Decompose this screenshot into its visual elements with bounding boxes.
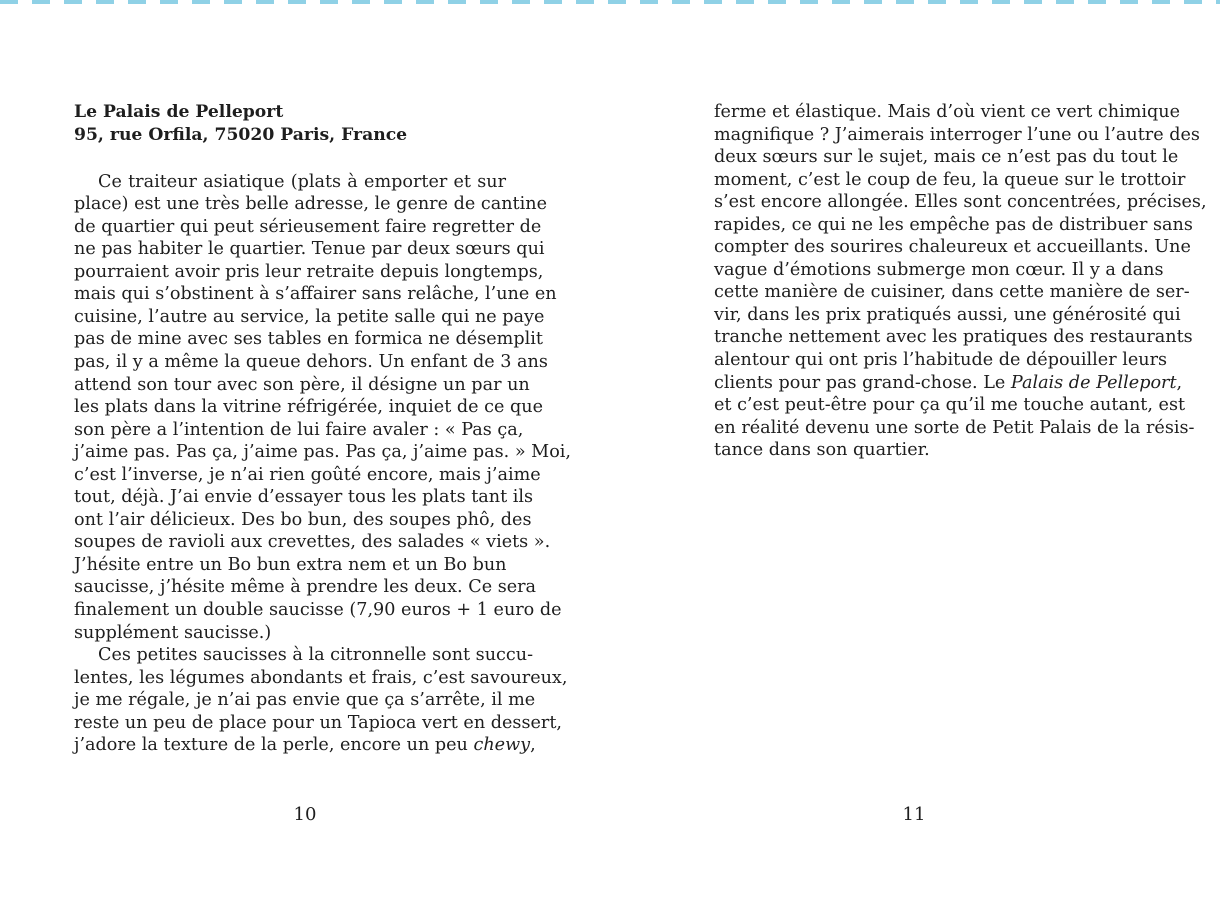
- text-line: pourraient avoir pris leur retraite depuis longtemps,: [74, 261, 544, 282]
- text-line: deux sœurs sur le sujet, mais ce n’est pas du tout le: [714, 147, 1179, 168]
- text-line: ont l’air délicieux. Des bo bun, des soupes phô, des: [74, 509, 532, 530]
- text-line: cette manière de cuisiner, dans cette manière de ser-: [714, 282, 1190, 303]
- text-line: J’hésite entre un Bo bun extra nem et un Bo bun: [74, 554, 507, 575]
- text-segment: clients pour pas grand-chose. Le: [714, 372, 1011, 393]
- text-line: saucisse, j’hésite même à prendre les deux. Ce sera: [74, 577, 537, 598]
- text-line: de quartier qui peut sérieusement faire regretter de: [74, 216, 542, 237]
- text-line: cuisine, l’autre au service, la petite salle qui ne paye: [74, 306, 545, 327]
- text-line: tance dans son quartier.: [714, 440, 930, 461]
- text-line: pas de mine avec ses tables en formica ne désemplit: [74, 329, 543, 350]
- text-line: place) est une très belle adresse, le genre de cantine: [74, 194, 547, 215]
- text-line: moment, c’est le coup de feu, la queue sur le trottoir: [714, 169, 1186, 190]
- text-line: supplément saucisse.): [74, 622, 272, 643]
- text-line: [74, 734, 536, 757]
- text-line: compter des sourires chaleureux et accueillants. Une: [714, 237, 1191, 258]
- italic-title: Palais de Pelleport: [1010, 372, 1177, 393]
- text-line: finalement un double saucisse (7,90 euros + 1 euro de: [74, 599, 562, 620]
- text-line: rapides, ce qui ne les empêche pas de distribuer sans: [714, 214, 1193, 235]
- text-line: vague d’émotions submerge mon cœur. Il y a dans: [714, 259, 1164, 280]
- restaurant-address: 95, rue Orfila, 75020 Paris, France: [74, 125, 408, 146]
- text-line: attend son tour avec son père, il désigne un par un: [74, 374, 530, 395]
- text-line: Ce traiteur asiatique (plats à emporter et sur: [98, 171, 506, 192]
- text-line: c’est l’inverse, je n’ai rien goûté encore, mais j’aime: [74, 464, 541, 485]
- text-line: alentour qui ont pris l’habitude de dépouiller leurs: [714, 350, 1168, 371]
- text-line: Ces petites saucisses à la citronnelle sont succu-: [98, 645, 534, 666]
- text-line: vir, dans les prix pratiqués aussi, une générosité qui: [714, 304, 1181, 325]
- text-line: s’est encore allongée. Elles sont concentrées, précises,: [714, 192, 1207, 213]
- text-line: en réalité devenu une sorte de Petit Palais de la résis-: [714, 417, 1195, 438]
- text-line: et c’est peut-être pour ça qu’il me touche autant, est: [714, 395, 1186, 416]
- text-segment: ,: [530, 735, 536, 756]
- text-line: j’aime pas. Pas ça, j’aime pas. Pas ça, j’aime pas. » Moi,: [74, 442, 572, 463]
- restaurant-title: Le Palais de Pelleport: [74, 102, 284, 122]
- text-segment: j’adore la texture de la perle, encore un peu: [74, 735, 474, 756]
- page-number-left: 10: [293, 804, 317, 825]
- page-number-right: 11: [902, 804, 926, 825]
- text-line: lentes, les légumes abondants et frais, c’est savoureux,: [74, 667, 568, 688]
- italic-word: chewy: [473, 735, 531, 756]
- left-page: [74, 101, 572, 757]
- text-line: tout, déjà. J’ai envie d’essayer tous les plats tant ils: [74, 487, 534, 508]
- text-line: tranche nettement avec les pratiques des restaurants: [714, 327, 1193, 348]
- dashed-top-border: [0, 0, 1220, 4]
- text-line: ne pas habiter le quartier. Tenue par deux sœurs qui: [74, 239, 545, 260]
- text-line: je me régale, je n’ai pas envie que ça s’arrête, il me: [74, 690, 536, 711]
- text-segment: ,: [1176, 372, 1183, 393]
- text-line: reste un peu de place pour un Tapioca vert en dessert,: [74, 712, 562, 733]
- text-line: ferme et élastique. Mais d’où vient ce vert chimique: [714, 102, 1181, 122]
- text-line: [714, 372, 1183, 395]
- text-line: mais qui s’obstinent à s’affairer sans relâche, l’une en: [74, 284, 557, 305]
- text-line: son père a l’intention de lui faire avaler : « Pas ça,: [74, 419, 524, 440]
- text-line: soupes de ravioli aux crevettes, des salades « viets ».: [74, 532, 551, 553]
- text-line: pas, il y a même la queue dehors. Un enfant de 3 ans: [74, 351, 548, 372]
- text-line: magnifique ? J’aimerais interroger l’une ou l’autre des: [714, 124, 1200, 145]
- text-line: les plats dans la vitrine réfrigérée, inquiet de ce que: [74, 397, 544, 418]
- right-page: [714, 101, 1207, 462]
